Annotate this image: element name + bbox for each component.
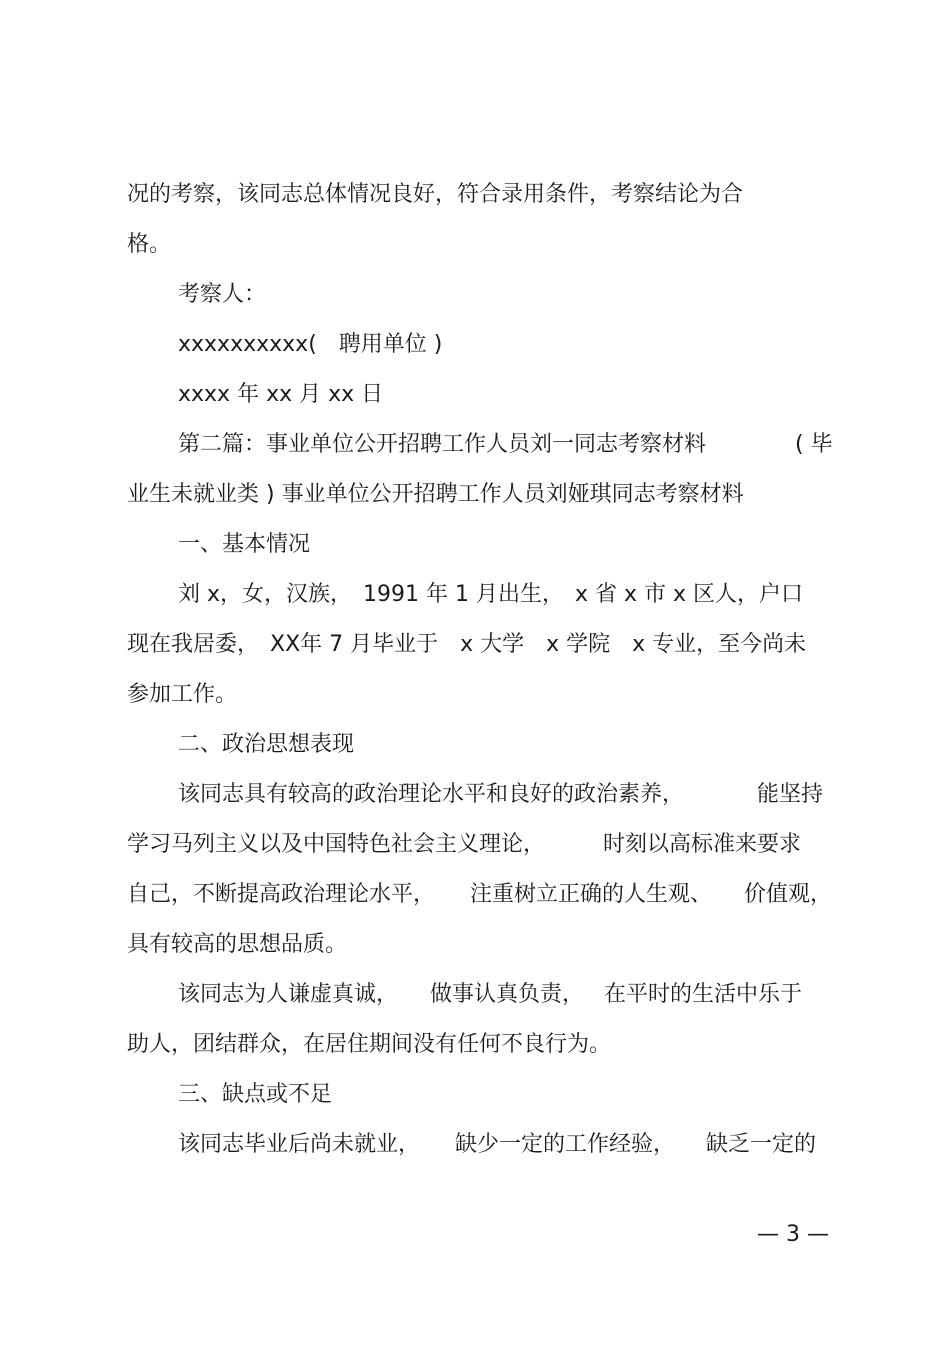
text-fragment: 注重树立正确的人生观、 [470, 882, 713, 907]
text-fragment: 缺少一定的工作经验， [455, 1132, 676, 1157]
section-heading: 一、基本情况 [178, 532, 311, 557]
text-line: 况的考察，该同志总体情况良好，符合录用条件，考察结论为合 [127, 182, 744, 207]
text-fragment: 在平时的生活中乐于 [604, 982, 803, 1007]
section-heading: 第二篇：事业单位公开招聘工作人员刘一同志考察材料 [178, 432, 707, 457]
text-line: 学习马列主义以及中国特色社会主义理论， [127, 832, 546, 857]
text-fragment: 缺乏一定的 [706, 1132, 817, 1157]
section-heading: 二、政治思想表现 [178, 732, 355, 757]
text-line: 助人，团结群众，在居住期间没有任何不良行为。 [127, 1032, 612, 1057]
text-fragment: ( 毕 [795, 432, 833, 457]
text-line: 考察人： [178, 282, 267, 307]
text-line: 该同志具有较高的政治理论水平和良好的政治素养， [178, 782, 685, 807]
text-line: 该同志为人谦虚真诚， [178, 982, 399, 1007]
text-fragment: 做事认真负责， [430, 982, 585, 1007]
text-fragment: 价值观， [744, 882, 833, 907]
text-line: xxxxxxxxxx( 聘用单位 ) [178, 332, 443, 357]
text-line: 参加工作。 [127, 682, 238, 707]
page-number: — 3 — [757, 1222, 829, 1247]
section-heading: 三、缺点或不足 [178, 1082, 333, 1107]
text-line: 刘 x，女，汉族， 1991 年 1 月出生， x 省 x 市 x 区人，户口 [178, 582, 804, 607]
text-line: 格。 [127, 232, 172, 257]
text-line: xxxx 年 xx 月 xx 日 [178, 382, 384, 407]
text-fragment: 时刻以高标准来要求 [603, 832, 802, 857]
text-fragment: 能坚持 [757, 782, 824, 807]
text-line: 自己，不断提高政治理论水平， [127, 882, 436, 907]
text-line: 现在我居委， XX年 7 月毕业于 x 大学 x 学院 x 专业，至今尚未 [127, 632, 807, 657]
text-line: 该同志毕业后尚未就业， [178, 1132, 421, 1157]
text-line: 业生未就业类 ) 事业单位公开招聘工作人员刘娅琪同志考察材料 [127, 482, 744, 507]
text-line: 具有较高的思想品质。 [127, 932, 348, 957]
